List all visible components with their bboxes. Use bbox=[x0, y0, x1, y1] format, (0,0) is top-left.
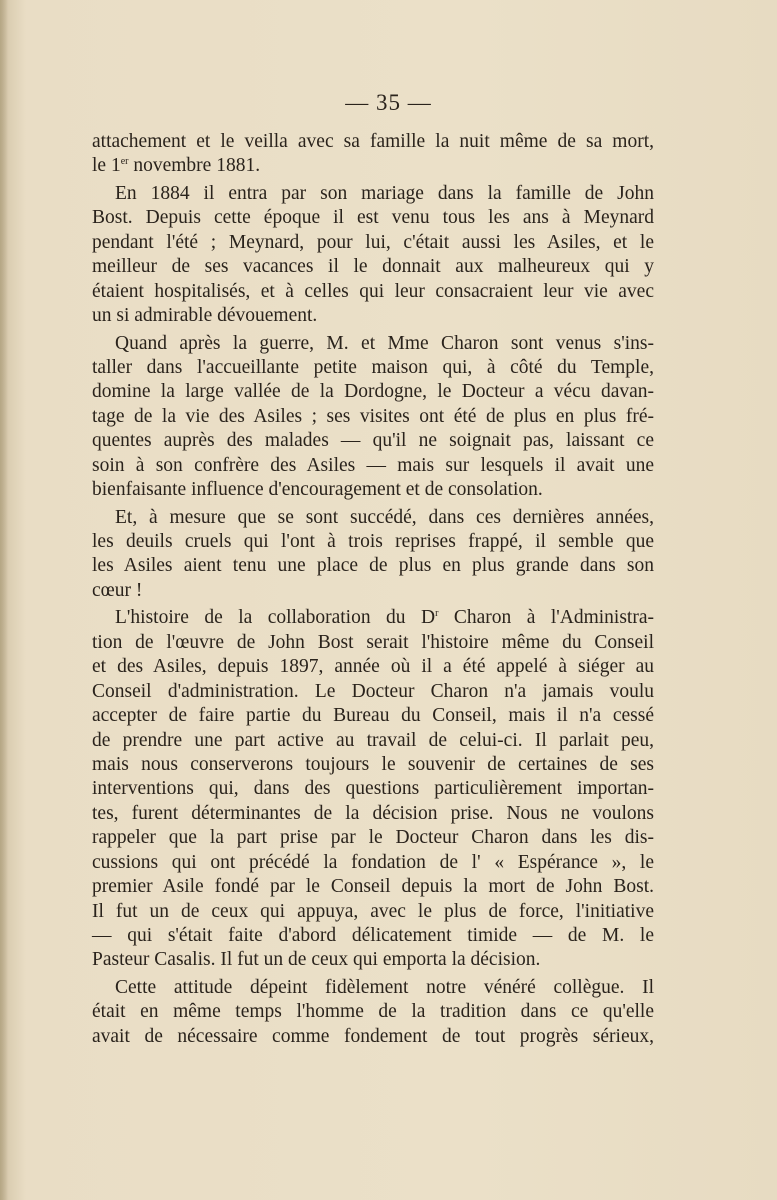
binding-shadow bbox=[0, 0, 8, 1200]
text-line: — qui s'était faite d'abord délicatement timide — de M. le bbox=[92, 925, 654, 946]
text-line: accepter de faire partie du Bureau du Conseil, mais il n'a cessé bbox=[92, 705, 654, 727]
text-line: meilleur de ses vacances il le donnait aux malheureux qui y bbox=[92, 256, 654, 278]
text-line: mais nous conserverons toujours le souvenir de certaines de ses bbox=[92, 753, 654, 775]
text-line: cœur ! bbox=[92, 579, 143, 601]
text-line: tes, furent déterminantes de la décision prise. Nous ne voulons bbox=[92, 802, 654, 824]
text-line: attachement et le veilla avec sa famille la nuit même de sa mort, bbox=[92, 131, 654, 152]
text-line: domine la large vallée de la Dordogne, le Docteur a vécu davan- bbox=[92, 381, 654, 403]
text-line: le 1er novembre 1881. bbox=[92, 155, 261, 177]
text-line: et des Asiles, depuis 1897, année où il a été appelé à siéger au bbox=[92, 656, 654, 678]
text-line: un si admirable dévouement. bbox=[92, 305, 318, 327]
text-line: L'histoire de la collaboration du $D^r$ Charon à l'Administra- bbox=[115, 607, 654, 629]
text-line: Cette attitude dépeint fidèlement notre vénéré collègue. Il bbox=[115, 976, 654, 998]
text-line: tage de la vie des Asiles ; ses visites ont été de plus en plus fré- bbox=[92, 405, 654, 427]
text-line: les deuils cruels qui l'ont à trois reprises frappé, il semble que bbox=[92, 531, 654, 552]
text-line: était en même temps l'homme de la tradition dans ce qu'elle bbox=[92, 1001, 654, 1023]
text-line: Et, à mesure que se sont succédé, dans ces dernières années, bbox=[115, 506, 654, 528]
page-number: — 35 — bbox=[345, 90, 432, 115]
text-line: Quand après la guerre, M. et Mme Charon sont venus s'ins- bbox=[115, 332, 654, 354]
text-line: bienfaisante influence d'encouragement et de consolation. bbox=[92, 479, 543, 501]
text-line: les Asiles aient tenu une place de plus en plus grande dans son bbox=[92, 555, 654, 577]
text-line: Bost. Depuis cette époque il est venu tous les ans à Meynard bbox=[92, 207, 654, 229]
text-line: Il fut un de ceux qui appuya, avec le plus de force, l'initiative bbox=[92, 900, 654, 922]
text-line: cussions qui ont précédé la fondation de l' « Espérance », le bbox=[92, 851, 654, 873]
text-line: taller dans l'accueillante petite maison qui, à côté du Temple, bbox=[92, 356, 654, 378]
text-line: Conseil d'administration. Le Docteur Charon n'a jamais voulu bbox=[92, 680, 654, 702]
text-line: étaient hospitalisés, et à celles qui leur consacraient leur vie avec bbox=[92, 280, 654, 302]
body-text bbox=[92, 130, 654, 1049]
text-line: Pasteur Casalis. Il fut un de ceux qui emporta la décision. bbox=[92, 949, 541, 971]
text-line: En 1884 il entra par son mariage dans la famille de John bbox=[115, 182, 654, 204]
text-line: pendant l'été ; Meynard, pour lui, c'était aussi les Asiles, et le bbox=[92, 231, 654, 253]
text-line: soin à son confrère des Asiles — mais sur lesquels il avait une bbox=[92, 454, 654, 476]
text-line: rappeler que la part prise par le Docteur Charon dans les dis- bbox=[92, 827, 654, 849]
text-line: quentes auprès des malades — qu'il ne soignait pas, laissant ce bbox=[92, 430, 654, 452]
text-line: tion de l'œuvre de John Bost serait l'histoire même du Conseil bbox=[92, 631, 654, 653]
text-line: avait de nécessaire comme fondement de tout progrès sérieux, bbox=[92, 1025, 654, 1047]
text-line: de prendre une part active au travail de celui-ci. Il parlait peu, bbox=[92, 729, 654, 751]
text-line: premier Asile fondé par le Conseil depuis la mort de John Bost. bbox=[92, 876, 654, 898]
text-line: interventions qui, dans des questions particulièrement importan- bbox=[92, 778, 654, 800]
